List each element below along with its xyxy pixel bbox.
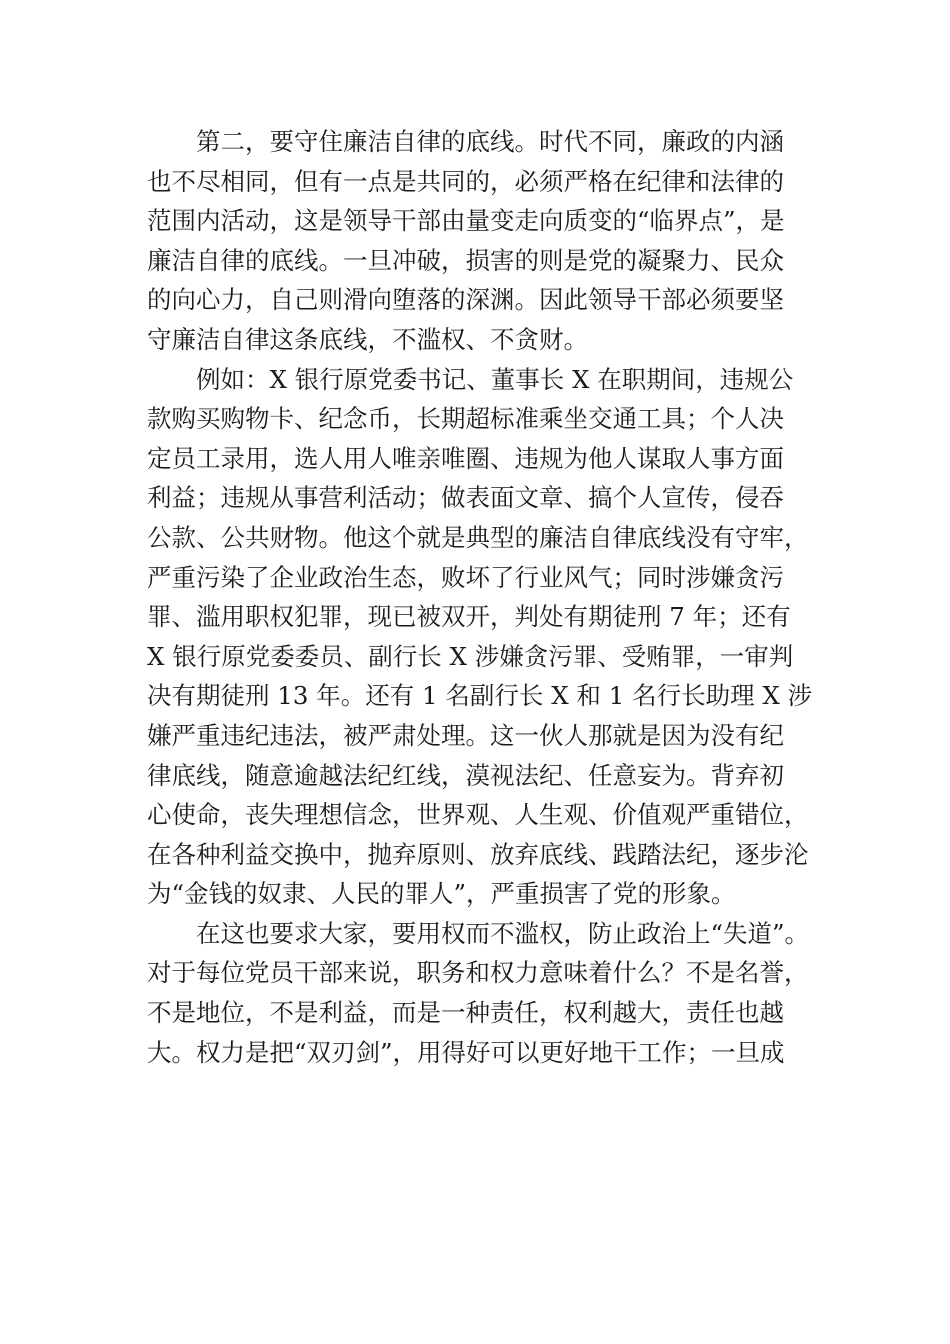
text-line: 的向心力，自己则滑向堕落的深渊。因此领导干部必须要坚 <box>147 285 784 315</box>
body-text <box>147 122 827 1072</box>
text-line: 款购买购物卡、纪念币，长期超标准乘坐交通工具；个人决 <box>147 404 784 434</box>
text-line: 心使命，丧失理想信念，世界观、人生观、价值观严重错位， <box>147 800 809 830</box>
text-line: 定员工录用，选人用人唯亲唯圈、违规为他人谋取人事方面 <box>147 443 784 473</box>
text-line: 对于每位党员干部来说，职务和权力意味着什么？不是名誉， <box>147 958 809 988</box>
text-line: 为“金钱的奴隶、人民的罪人”，严重损害了党的形象。 <box>147 879 736 909</box>
text-line: 大。权力是把“双刃剑”，用得好可以更好地干工作；一旦成 <box>147 1037 785 1067</box>
text-line: 例如：X 银行原党委书记、董事长 X 在职期间，违规公 <box>147 364 794 394</box>
text-line: 在这也要求大家，要用权而不滥权，防止政治上“失道”。 <box>147 918 810 948</box>
text-line: 不是地位，不是利益，而是一种责任，权利越大，责任也越 <box>147 998 784 1028</box>
text-line: X 银行原党委委员、副行长 X 涉嫌贪污罪、受贿罪，一审判 <box>147 641 794 671</box>
text-line: 第二，要守住廉洁自律的底线。时代不同，廉政的内涵 <box>147 127 784 156</box>
text-line: 罪、滥用职权犯罪，现已被双开，判处有期徒刑 7 年；还有 <box>147 602 791 632</box>
text-line: 守廉洁自律这条底线，不滥权、不贪财。 <box>147 324 588 354</box>
text-line: 律底线，随意逾越法纪红线，漠视法纪、任意妄为。背弃初 <box>147 760 784 790</box>
text-line: 决有期徒刑 13 年。还有 1 名副行长 X 和 1 名行长助理 X 涉 <box>147 681 813 711</box>
text-line: 在各种利益交换中，抛弃原则、放弃底线、践踏法纪，逐步沦 <box>147 839 809 869</box>
text-line: 范围内活动，这是领导干部由量变走向质变的“临界点”，是 <box>147 206 785 236</box>
text-line: 利益；违规从事营利活动；做表面文章、搞个人宣传，侵吞 <box>147 483 784 513</box>
text-line: 廉洁自律的底线。一旦冲破，损害的则是党的凝聚力、民众 <box>147 245 784 275</box>
text-line: 公款、公共财物。他这个就是典型的廉洁自律底线没有守牢， <box>147 522 809 552</box>
text-line: 嫌严重违纪违法，被严肃处理。这一伙人那就是因为没有纪 <box>147 720 784 750</box>
text-line: 严重污染了企业政治生态，败坏了行业风气；同时涉嫌贪污 <box>147 562 784 592</box>
text-line: 也不尽相同，但有一点是共同的，必须严格在纪律和法律的 <box>147 166 784 196</box>
